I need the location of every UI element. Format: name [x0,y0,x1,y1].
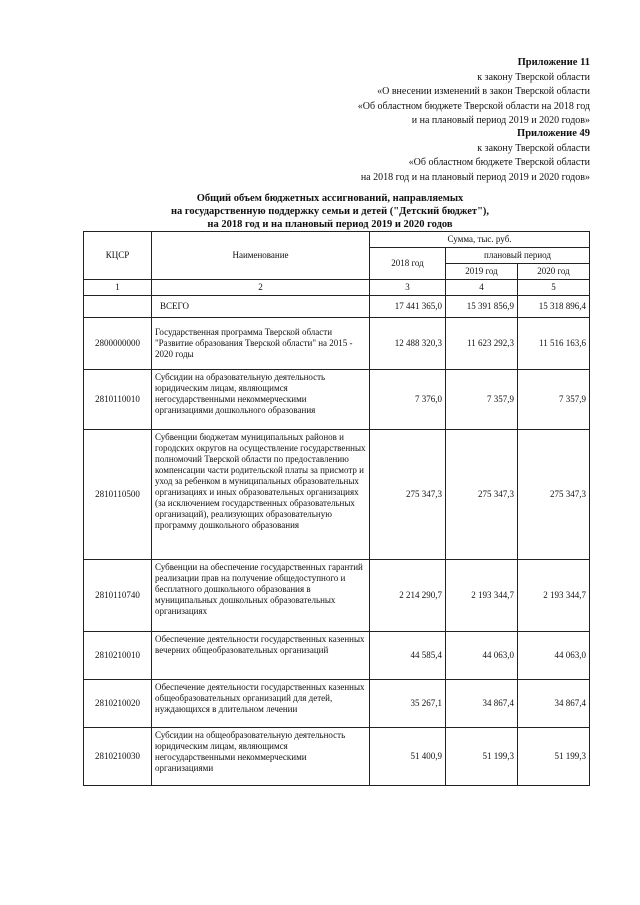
row-code: 2810110740 [84,560,152,632]
appendix-current-line: «Об областном бюджете Тверской области на 2018 год [357,100,590,112]
row-code: 2810210020 [84,680,152,728]
row-value-2019: 44 063,0 [446,632,518,680]
row-value-2018: 2 214 290,7 [370,560,446,632]
row-name: Обеспечение деятельности государственных казенных вечерних общеобразовательных организаций [152,632,370,680]
column-index-row [84,280,590,296]
row-value-2020: 275 347,3 [518,430,590,560]
table-row [84,728,590,786]
row-code: 2810110500 [84,430,152,560]
row-name: ВСЕГО [152,296,370,318]
header-plan-period: плановый период [446,248,590,264]
row-code: 2800000000 [84,318,152,370]
row-value-2019: 34 867,4 [446,680,518,728]
row-value-2018: 12 488 320,3 [370,318,446,370]
row-code: 2810210010 [84,632,152,680]
row-value-2018: 51 400,9 [370,728,446,786]
appendix-current-line: «О внесении изменений в закон Тверской области [377,86,590,97]
table-row [84,370,590,430]
appendix-current-line: к закону Тверской области [477,71,590,83]
row-code [84,296,152,318]
header-code: КЦСР [84,232,152,280]
appendix-current-line: и на плановый период 2019 и 2020 годов» [411,115,590,126]
table-row [84,430,590,560]
document-title [120,192,540,231]
appendix-original-block [361,127,590,185]
row-value-2019: 7 357,9 [446,370,518,430]
row-name: Субсидии на общеобразовательную деятельность юридическим лицам, являющимся негосударственными некоммерческими организациями [152,728,370,786]
appendix-original-title: Приложение 49 [517,128,590,139]
row-value-2020: 34 867,4 [518,680,590,728]
row-value-2020: 44 063,0 [518,632,590,680]
row-value-2018: 44 585,4 [370,632,446,680]
column-index: 4 [446,280,518,296]
row-code: 2810210030 [84,728,152,786]
column-index: 1 [84,280,152,296]
document-title-line: Общий объем бюджетных ассигнований, направляемых [196,193,464,204]
document-title-line: на государственную поддержку семьи и детей ("Детский бюджет"), [170,206,490,217]
row-name: Государственная программа Тверской области "Развитие образования Тверской области" на 2015 - 2020 годы [152,318,370,370]
table-row [84,680,590,728]
table-row [84,560,590,632]
row-code: 2810110010 [84,370,152,430]
row-value-2018: 35 267,1 [370,680,446,728]
row-value-2018: 17 441 365,0 [370,296,446,318]
table-row [84,318,590,370]
row-name: Субвенции на обеспечение государственных гарантий реализации прав на получение общедоступного и бесплатного дошкольного образования в муниципальных дошкольных образовательных организациях [152,560,370,632]
column-index: 2 [152,280,370,296]
header-name: Наименование [152,232,370,280]
row-name: Обеспечение деятельности государственных казенных общеобразовательных организаций для детей, нуждающихся в длительном лечении [152,680,370,728]
header-year-2020: 2020 год [518,264,590,280]
document-title-line: на 2018 год и на плановый период 2019 и 2020 годов [207,219,453,230]
header-year-2019: 2019 год [446,264,518,280]
row-value-2019: 275 347,3 [446,430,518,560]
appendix-current-block [358,56,590,129]
row-value-2020: 2 193 344,7 [518,560,590,632]
row-name: Субсидии на образовательную деятельность юридическим лицам, являющимся негосударственными некоммерческими организациями дошкольного образования [152,370,370,430]
row-value-2020: 51 199,3 [518,728,590,786]
budget-table [83,231,590,786]
row-name: Субвенции бюджетам муниципальных районов и городских округов на осуществление государственных полномочий Тверской области по предоставлению компенсации части родительской платы за присмотр и уход за ребенком в муниципальных образовательных организациях и иных образовательных организациях (за исключением государственных образовательных организаций), реализующих образовательную программу дошкольного образования [152,430,370,560]
row-value-2020: 11 516 163,6 [518,318,590,370]
header-year-2018: 2018 год [370,248,446,280]
row-value-2018: 275 347,3 [370,430,446,560]
row-value-2019: 11 623 292,3 [446,318,518,370]
row-value-2019: 2 193 344,7 [446,560,518,632]
table-row [84,632,590,680]
row-value-2019: 15 391 856,9 [446,296,518,318]
header-sum: Сумма, тыс. руб. [370,232,590,248]
appendix-original-line: на 2018 год и на плановый период 2019 и 2020 годов» [360,171,590,183]
appendix-current-title: Приложение 11 [517,57,590,68]
appendix-original-line: «Об областном бюджете Тверской области [408,157,590,168]
row-value-2020: 7 357,9 [518,370,590,430]
row-value-2019: 51 199,3 [446,728,518,786]
column-index: 5 [518,280,590,296]
row-value-2018: 7 376,0 [370,370,446,430]
table-row-total [84,296,590,318]
row-value-2020: 15 318 896,4 [518,296,590,318]
appendix-original-line: к закону Тверской области [477,142,590,154]
column-index: 3 [370,280,446,296]
